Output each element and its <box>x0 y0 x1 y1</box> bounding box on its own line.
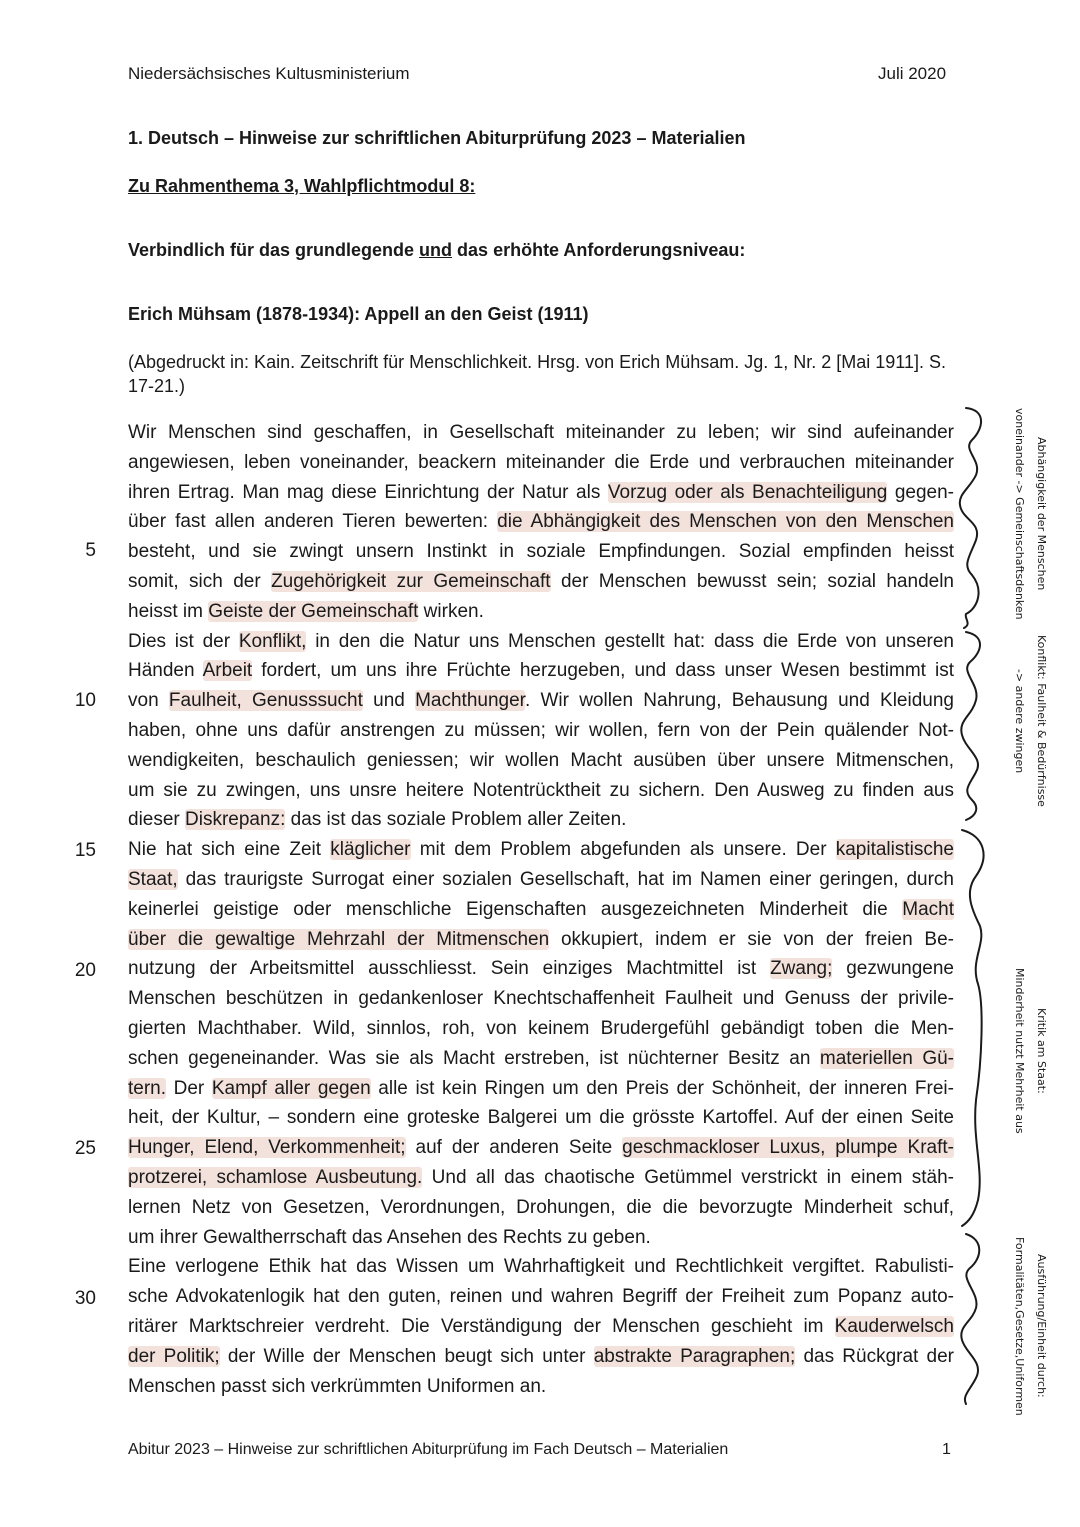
annotation-2-line2: -> andere zwingen <box>1013 668 1026 774</box>
niveau-und: und <box>419 240 453 260</box>
text-segment: über fast allen anderen Tieren bewerten: <box>128 511 498 533</box>
text-segment: keinerlei geistige oder menschliche Eigenschaften ausgezeichneten Minderheit die <box>128 898 903 920</box>
text-segment: dieser <box>128 809 186 831</box>
highlighted-phrase: Zugehörigkeit zur Gemeinschaft <box>271 571 551 592</box>
text-segment: alle ist kein Ringen um den Preis der Schönheit, der inneren Frei- <box>370 1077 954 1099</box>
text-segment: sche Advokatenlogik hat den guten, reinen und wahren Begriff der Freiheit zum Popanz auto- <box>128 1286 954 1308</box>
line-number-15: 15 <box>74 840 96 861</box>
source-citation: (Abgedruckt in: Kain. Zeitschrift für Menschlichkeit. Hrsg. von Erich Mühsam. Jg. 1, Nr. 2 [Mai 1911]. S. 17-21.) <box>128 352 946 396</box>
text-segment: fordert, um uns ihre Früchte herzugeben, und dass unser Wesen bestimmt ist <box>252 660 954 682</box>
highlighted-phrase: Konflikt, <box>238 630 307 652</box>
annotation-1-line1: Abhängigkeit der Menschen <box>1035 437 1048 591</box>
text-segment: ihren Ertrag. Man mag diese Einrichtung der Natur als <box>128 481 608 503</box>
text-segment: heisst im <box>128 600 209 622</box>
highlighted-phrase: der Politik; <box>128 1345 220 1367</box>
text-segment: okkupiert, indem er sie von der freien Be- <box>549 928 954 950</box>
brace-4 <box>961 1234 979 1404</box>
highlighted-phrase: abstrakte Paragraphen; <box>593 1345 796 1367</box>
text-segment: von <box>128 690 169 712</box>
text-segment: wirken. <box>418 600 484 622</box>
niveau-text-a: Verbindlich für das grundlegende <box>128 240 420 260</box>
text-segment: das ist das soziale Problem aller Zeiten. <box>285 809 627 831</box>
text-segment: Und all das chaotische Getümmel verstrickt in einem stäh- <box>422 1167 954 1188</box>
highlighted-phrase: Hunger, Elend, Verkommenheit; <box>128 1137 406 1159</box>
text-segment: Menschen passt sich verkrümmten Uniformen an. <box>128 1375 547 1397</box>
text-segment: schen gegeneinander. Was sie als Macht erstreben, ist nüchterner Besitz an <box>128 1047 820 1069</box>
text-segment: ritärer Marktschreier verdreht. Die Verständigung der Menschen geschieht im <box>128 1316 835 1337</box>
text-segment: auf der anderen Seite <box>405 1137 623 1159</box>
page-number: 1 <box>942 1441 951 1458</box>
text-segment: lernen Netz von Gesetzen, Verordnungen, Drohungen, die die bevorzugte Minderheit schuf, <box>128 1196 954 1218</box>
highlighted-phrase: die Abhängigkeit des Menschen von den Menschen <box>497 511 954 533</box>
text-segment: das Rückgrat der <box>795 1345 955 1367</box>
highlighted-phrase: Zwang; <box>770 958 833 980</box>
niveau-text-b: das erhöhte Anforderungsniveau: <box>452 240 746 260</box>
highlighted-phrase: Faulheit, Genusssucht <box>168 690 363 712</box>
text-segment: haben, ohne uns dafür anstrengen zu müssen; wir wollen, fern von der Pein quälender Not- <box>128 720 954 741</box>
highlighted-phrase: Macht <box>902 898 954 920</box>
text-segment: wendigkeiten, beschaulich geniessen; wir wollen Macht ausüben über unsere Mitmenschen, <box>128 749 954 771</box>
highlighted-phrase: kapitalistische <box>835 839 954 861</box>
annotation-ausfuehrung <box>1008 1236 1052 1416</box>
line-number-25: 25 <box>74 1138 96 1159</box>
text-segment: Wir Menschen sind geschaffen, in Gesellschaft miteinander zu leben; wir sind aufeinander <box>128 422 954 443</box>
text-segment: Menschen beschützen in gedankenloser Knechtschaffenheit Faulheit und Genuss der privile- <box>128 988 954 1010</box>
text-segment: um ihrer Gewaltherrschaft das Ansehen des Rechts zu geben. <box>128 1226 651 1248</box>
text-segment: nutzung der Arbeitsmittel ausschliesst. Sein einziges Machtmittel ist <box>128 958 771 980</box>
line-number-10: 10 <box>74 690 96 711</box>
highlighted-phrase: kläglicher <box>330 839 411 861</box>
document-title: 1. Deutsch – Hinweise zur schriftlichen Abiturprüfung 2023 – Materialien <box>128 128 746 148</box>
highlighted-phrase: Machthunger <box>415 690 525 712</box>
work-title: Erich Mühsam (1878-1934): Appell an den Geist (1911) <box>128 304 589 324</box>
text-segment: Händen <box>128 660 203 682</box>
text-segment: angewiesen, leben voneinander, beackern miteinander die Erde und verbrauchen miteinander <box>128 451 954 473</box>
annotation-3-line2: Minderheit nutzt Mehrheit aus <box>1013 968 1026 1134</box>
highlighted-phrase: Kauderwelsch <box>834 1316 954 1337</box>
header-date: Juli 2020 <box>878 64 947 83</box>
highlighted-phrase: tern. <box>128 1077 167 1099</box>
brace-1 <box>960 408 981 628</box>
text-segment: gezwungene <box>832 958 954 980</box>
text-segment: der Menschen bewusst sein; sozial handeln <box>550 571 954 592</box>
highlighted-phrase: protzerei, schamlose Ausbeutung. <box>128 1167 423 1188</box>
line-number-5: 5 <box>85 540 96 561</box>
text-segment: . Wir wollen Nahrung, Behausung und Kleidung <box>524 690 954 712</box>
text-segment: der Wille der Menschen beugt sich unter <box>219 1345 594 1367</box>
annotation-1-line2: voneinander -> Gemeinschaftsdenken <box>1013 408 1026 620</box>
highlighted-phrase: geschmackloser Luxus, plumpe Kraft- <box>622 1137 954 1159</box>
text-segment: das traurigste Surrogat einer sozialen Gesellschaft, hat im Namen einer geringen, durch <box>177 869 954 890</box>
annotation-kritik-staat <box>1008 965 1052 1137</box>
text-segment: Der <box>166 1077 212 1099</box>
text-segment: heit, der Kultur, – sondern eine groteske Balgerei um die grösste Kartoffel. Auf der einen Seite <box>128 1107 954 1129</box>
highlighted-phrase: materiellen Gü- <box>819 1047 954 1069</box>
header-institution: Niedersächsisches Kultusministerium <box>128 64 410 83</box>
highlighted-phrase: Kampf aller gegen <box>211 1077 371 1099</box>
highlighted-phrase: Geiste der Gemeinschaft <box>208 600 419 622</box>
text-segment: gierten Machthaber. Wild, sinnlos, roh, von keinem Brudergefühl gebändigt toben die Men- <box>128 1018 954 1039</box>
annotation-abhaengigkeit <box>1008 398 1052 630</box>
highlighted-phrase: Diskrepanz: <box>185 809 286 831</box>
brace-3 <box>962 830 984 1226</box>
text-segment: somit, sich der <box>128 571 272 592</box>
text-segment: mit dem Problem abgefunden als unsere. Der <box>410 839 836 861</box>
annotation-2-line1: Konflikt: Faulheit & Bedürfnisse <box>1035 635 1048 807</box>
text-segment: und <box>362 690 416 712</box>
text-segment: besteht, und sie zwingt unsern Instinkt in soziale Empfindungen. Sozial empfinden heisst <box>128 541 954 563</box>
highlighted-phrase: über die gewaltige Mehrzahl der Mitmenschen <box>128 928 550 950</box>
annotation-4-line1: Ausführung/Einheit durch: <box>1035 1254 1048 1398</box>
text-segment: um sie zu zwingen, uns unsre heitere Notentrücktheit zu sichern. Den Ausweg zu finden aus <box>128 779 954 801</box>
text-segment: Eine verlogene Ethik hat das Wissen um Wahrhaftigkeit und Rechtlichkeit vergiftet. Rabulisti- <box>128 1256 954 1278</box>
text-segment: in den die Natur uns Menschen gestellt hat: dass die Erde von unseren <box>306 630 954 652</box>
highlighted-phrase: Vorzug oder als Benachteiligung <box>607 481 888 503</box>
text-segment: gegen- <box>887 481 954 503</box>
line-number-20: 20 <box>74 960 96 981</box>
annotation-3-line1: Kritik am Staat: <box>1035 1008 1048 1094</box>
annotation-4-line2: Formalitäten,Gesetze,Uniformen <box>1013 1236 1026 1416</box>
text-segment: Dies ist der <box>128 630 239 652</box>
footer-text: Abitur 2023 – Hinweise zur schriftlichen Abiturprüfung im Fach Deutsch – Materialien <box>128 1441 729 1458</box>
highlighted-phrase: Arbeit <box>202 660 253 682</box>
annotation-konflikt <box>1008 628 1052 814</box>
brace-2 <box>961 632 980 820</box>
highlighted-phrase: Staat, <box>128 869 178 890</box>
text-segment: Nie hat sich eine Zeit <box>128 839 331 861</box>
rahmenthema-heading: Zu Rahmenthema 3, Wahlpflichtmodul 8: <box>128 176 476 196</box>
line-number-30: 30 <box>74 1288 96 1309</box>
